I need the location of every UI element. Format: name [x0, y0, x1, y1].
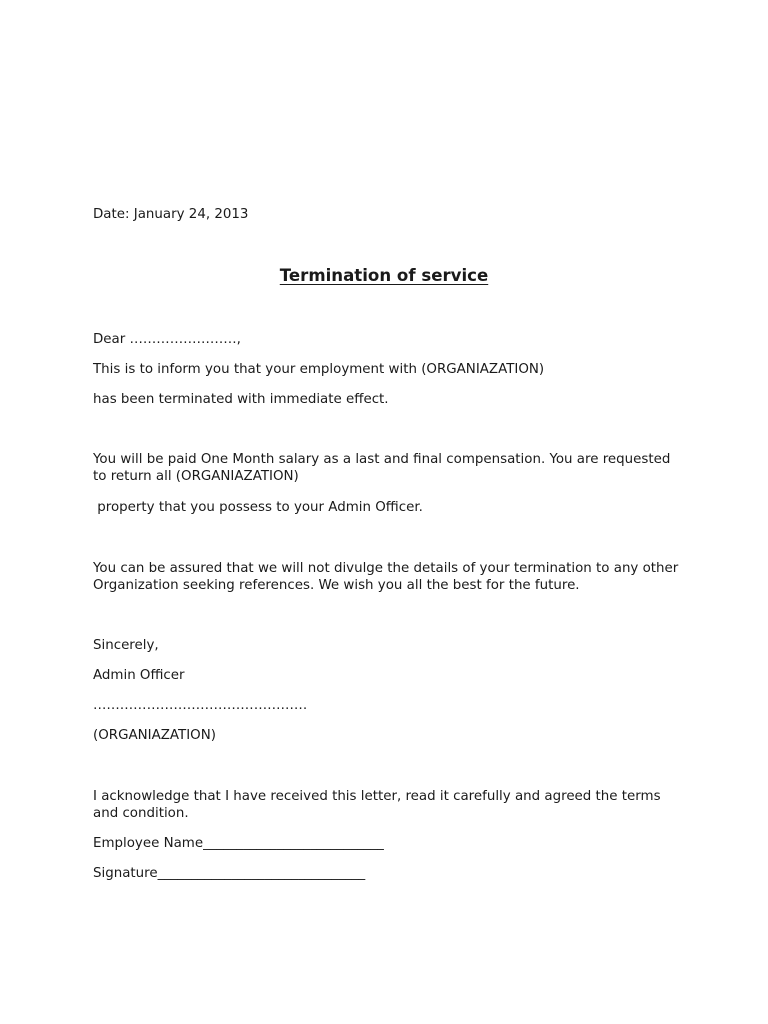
- organization-placeholder: (ORGANIAZATION): [93, 728, 216, 743]
- salutation: Dear ……………………,: [93, 332, 241, 347]
- letter-date: Date: January 24, 2013: [93, 207, 249, 222]
- acknowledgement-statement: I acknowledge that I have received this letter, read it carefully and agreed the terms and condition.: [93, 789, 661, 821]
- letter-title: Termination of service: [279, 266, 489, 285]
- body-line-employment: This is to inform you that your employment with (ORGANIAZATION): [93, 362, 545, 377]
- paragraph-assurance: You can be assured that we will not divulge the details of your termination to any other Organization seeking references. We wish you all the best for the future.: [93, 561, 679, 593]
- paragraph-property: property that you possess to your Admin Officer.: [93, 500, 423, 515]
- employee-name-field: Employee Name___________________________: [93, 836, 384, 851]
- body-line-terminated: has been terminated with immediate effect.: [93, 392, 389, 407]
- paragraph-compensation: You will be paid One Month salary as a last and final compensation. You are requested to return all (ORGANIAZATION): [93, 452, 671, 484]
- signer-title: Admin Officer: [93, 668, 185, 683]
- signature-field: Signature_______________________________: [93, 866, 366, 881]
- signature-dots: …………………………………………: [93, 698, 308, 713]
- closing: Sincerely,: [93, 638, 159, 653]
